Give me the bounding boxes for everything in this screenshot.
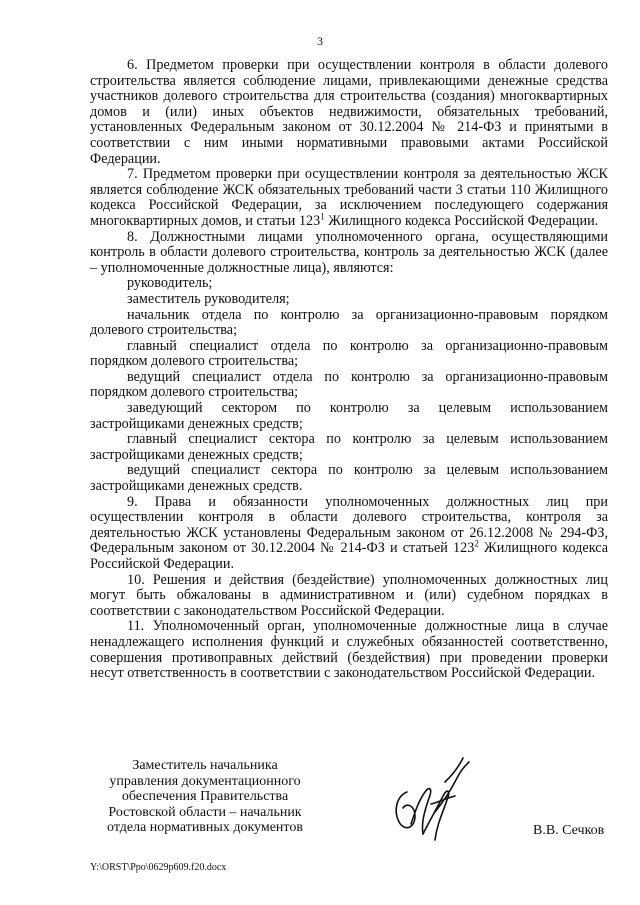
paragraph-8: 8. Должностными лицами уполномоченного органа, осуществляющими контроль в области долевого строительства, контроль за деятельностью ЖСК (далее – уполномоченные должностные лица), являются: [90, 228, 608, 276]
signatory-title-line: Заместитель начальника [132, 758, 278, 773]
paragraph-11: 11. Уполномоченный орган, уполномоченные должностные лица в случае ненадлежащего исполнения функций и служебных обязанностей соответственно, совершения противоправных действий (бездействия) при проведении проверки несут ответственность в соответствии с законодательством Российской Федерации. [90, 618, 608, 682]
paragraph-7-end: Жилищного кодекса Российской Федерации. [324, 212, 599, 229]
page-number: 3 [317, 34, 323, 48]
official-item: главный специалист сектора по контролю за целевым использованием застройщиками денежных средств; [90, 431, 608, 463]
signatory-title-line: отдела нормативных документов [107, 820, 303, 835]
official-item: ведущий специалист отдела по контролю за организационно-правовым порядком долевого строительства; [90, 368, 608, 401]
handwritten-signature [385, 752, 475, 847]
footnote-mark-2: 2 [474, 538, 479, 549]
paragraph-7 [90, 167, 608, 229]
paragraph-9 [90, 495, 608, 573]
file-path-footer: Y:\ORST\Ppo\0629p609.f20.docx [90, 862, 227, 873]
signatory-title-line: обеспечения Правительства [121, 789, 289, 804]
official-item: заведующий сектором по контролю за целевым использованием застройщиками денежных средств; [90, 400, 608, 432]
official-item: ведущий специалист сектора по контролю за целевым использованием застройщиками денежных средств. [90, 462, 608, 495]
official-item: начальник отдела по контролю за организационно-правовым порядком долевого строительства; [90, 306, 608, 339]
signatory-title-line: Ростовской области – начальник [108, 804, 302, 820]
paragraph-7-text: 7. Предметом проверки при осуществлении контроля за деятельностью ЖСК является соблюдение ЖСК обязательных требований части 3 статьи 110 Жилищного кодекса Российской Федерации, за исключением последующего содержания многоквартирных домов, и статьи 123 [90, 166, 608, 229]
paragraph-10: 10. Решения и действия (бездействие) уполномоченных должностных лиц могут быть обжалованы в административном и (или) судебном порядках в соответствии с законодательством Российской Федерации. [90, 571, 608, 619]
official-item: главный специалист отдела по контролю за организационно-правовым порядком долевого строительства; [90, 337, 608, 370]
signer-name: В.В. Сечков [533, 823, 605, 838]
official-item: заместитель руководителя; [127, 290, 290, 307]
signatory-title [85, 758, 325, 836]
signatory-title-line: управления документационного [109, 773, 301, 789]
paragraph-6: 6. Предметом проверки при осуществлении контроля в области долевого строительства является соблюдение лицами, привлекающими денежные средства участников долевого строительства для строительства (создания) многоквартирных домов и (или) иных объектов недвижимости, обязательных требований, установленных Федеральным законом от 30.12.2004 № 214-ФЗ и принятыми в соответствии с ним иными нормативными правовыми актами Российской Федерации. [90, 57, 608, 167]
official-item: руководитель; [127, 275, 213, 292]
paragraph-9-text: 9. Права и обязанности уполномоченных должностных лиц при осуществлении контроля в области долевого строительства, контроля за деятельностью ЖСК установлены Федеральным законом от 26.12.2008 № 294-ФЗ, Федеральным законом от 30.12.2004 № 214-ФЗ и статьей 123 [90, 493, 608, 557]
paragraph-9-end: Жилищного кодекса Российской Федерации. [90, 540, 608, 572]
footnote-mark-1: 1 [320, 211, 325, 222]
document-body [90, 58, 608, 682]
